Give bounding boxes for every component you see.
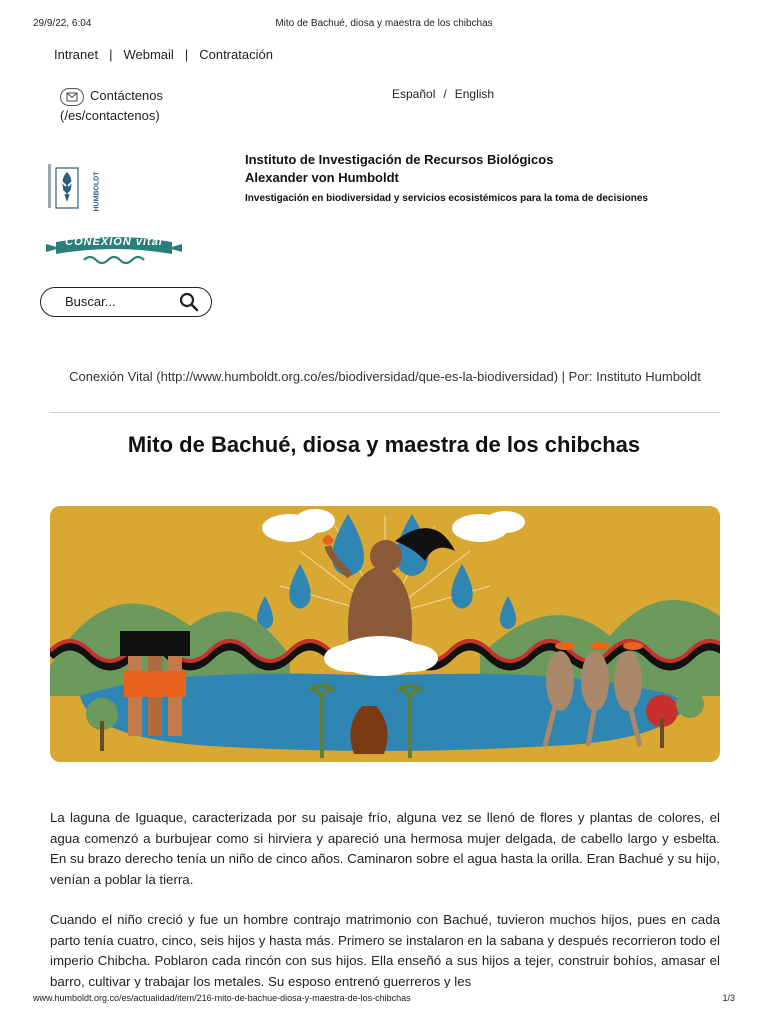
search-box [40,287,212,317]
institute-tagline: Investigación en biodiversidad y servicios ecosistémicos para la toma de decisiones [245,193,648,204]
institute-header [245,151,665,206]
conexion-vital-logo[interactable] [44,234,184,274]
nav-webmail-link[interactable]: Webmail [123,47,174,62]
article-byline: Conexión Vital (http://www.humboldt.org.co/es/biodiversidad/que-es-la-biodiversidad) | Por: Instituto Humboldt [69,369,701,384]
contact-label: Contáctenos [90,88,163,103]
divider [50,412,720,413]
contact-link[interactable] [60,86,163,125]
nav-separator: | [184,47,189,62]
language-switcher [392,87,494,101]
institute-name-line2: Alexander von Humboldt [245,170,399,185]
lang-english-link[interactable]: English [454,87,495,101]
article-title: Mito de Bachué, diosa y maestra de los chibchas [127,432,641,457]
top-nav [54,47,273,62]
institute-name-line1: Instituto de Investigación de Recursos Biológicos [245,152,554,167]
article-paragraph: Cuando el niño creció y fue un hombre contrajo matrimonio con Bachué, tuvieron muchos hijos, pues en cada parto tenía cuatro, cinco, seis hijos y hasta más. Primero se instalaron en la sabana y después recorrieron todo el imperio Chibcha. Poblaron cada rincón con sus hijos. Ella enseñó a sus hijos a tejer, construir bohíos, amasar el barro, cultivar y trabajar los metales. Su esposo entrenó guerreros y les [50,912,720,989]
hero-illustration [50,506,720,762]
nav-intranet-link[interactable]: Intranet [54,47,99,62]
humboldt-logo-text: HUMBOLDT [93,171,101,212]
contact-path: (/es/contactenos) [60,107,160,123]
article-body [50,808,720,1012]
article-paragraph: La laguna de Iguaque, caracterizada por su paisaje frío, alguna vez se llenó de flores y plantas de colores, el agua comenzó a burbujear como si hirviera y apareció una hermosa mujer delgada, de cabello largo y esbelta. En su brazo derecho tenía un niño de cinco años. Caminaron sobre el agua hasta la orilla. Eran Bachué y su hijo, venían a poblar la tierra. [50,810,720,887]
nav-contratacion-link[interactable]: Contratación [199,47,273,62]
envelope-icon [60,88,84,106]
lang-espanol-link[interactable]: Español [392,87,436,101]
print-date: 29/9/22, 6:04 [33,18,92,29]
conexion-vital-logo-text: CONEXIÓN vital [65,236,163,248]
humboldt-logo[interactable] [48,160,101,216]
search-input[interactable] [63,293,177,310]
nav-separator: | [109,47,113,62]
footer-url: www.humboldt.org.co/es/actualidad/item/216-mito-de-bachue-diosa-y-maestra-de-los-chibchas [33,993,411,1003]
footer-page-number: 1/3 [722,993,735,1003]
search-icon[interactable] [179,292,199,317]
print-title: Mito de Bachué, diosa y maestra de los chibchas [275,18,493,29]
lang-separator: / [443,87,447,101]
